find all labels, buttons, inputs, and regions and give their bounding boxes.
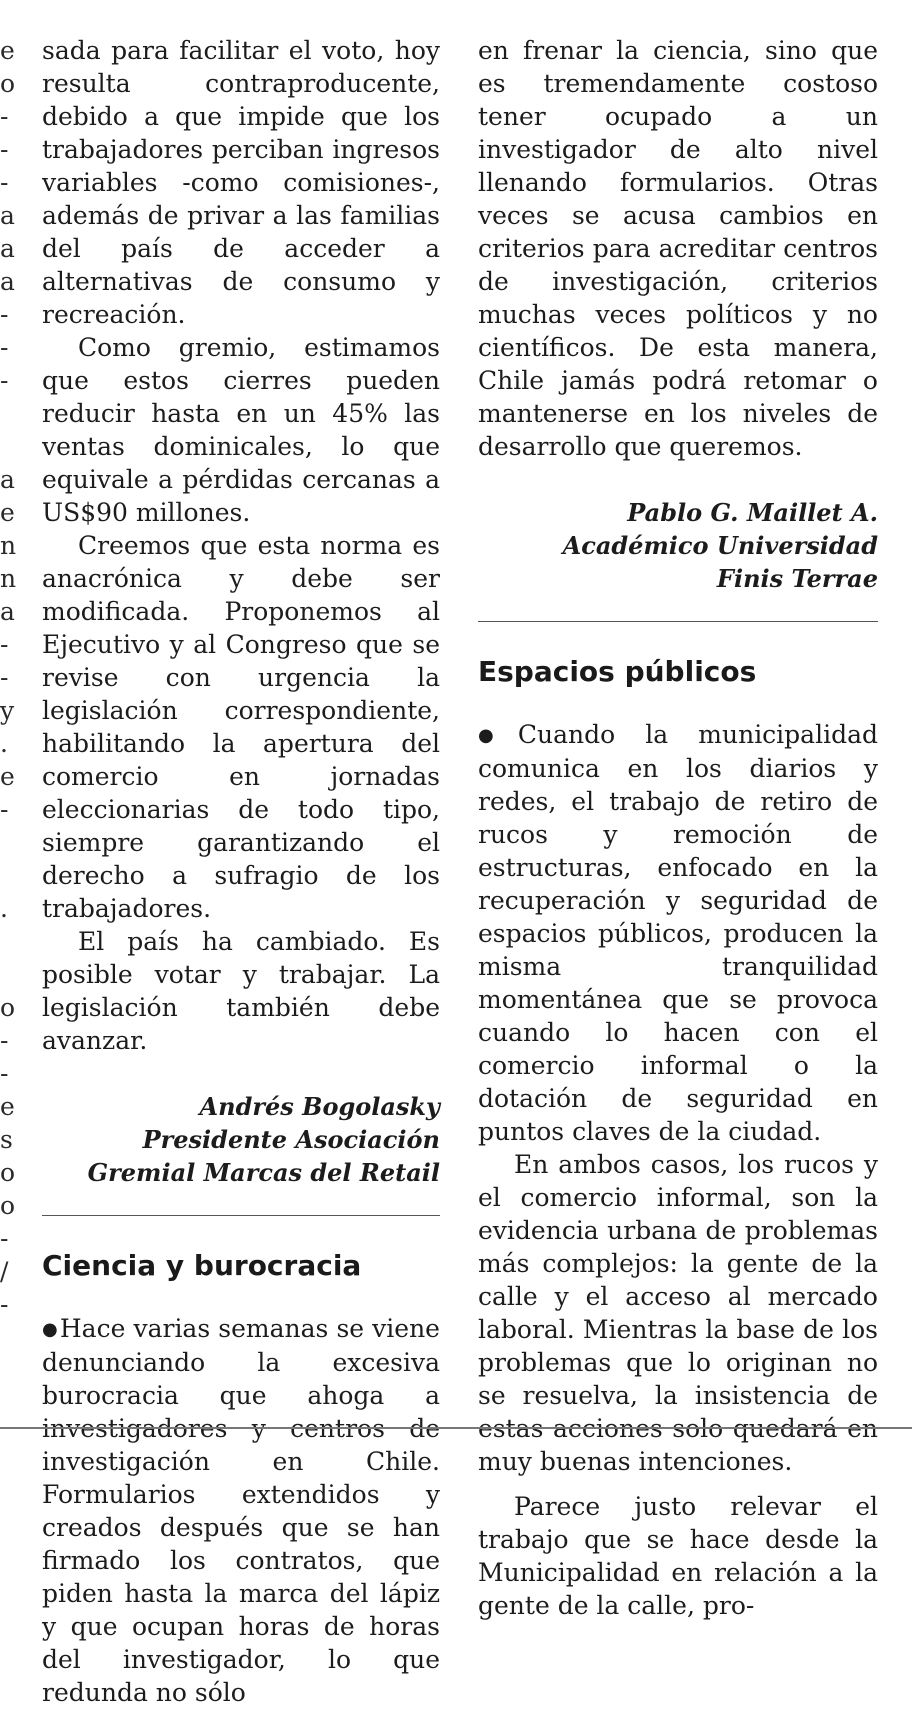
edge-fragment: o	[0, 993, 16, 1022]
page-bottom-border	[0, 1427, 912, 1429]
left-paragraph-1: sada para facilitar el voto, hoy resulta contraproducente, debido a que impide que los trabajadores perciban ingresos variables -como comisiones-, además de privar a las familias del país de acceder a alternativas de consumo y recreación.	[42, 36, 440, 329]
edge-fragment: -	[0, 1059, 9, 1088]
left-paragraph-3: Creemos que esta norma es anacrónica y debe ser modificada. Proponemos al Ejecutivo y al Congreso que se revise con urgencia la legislación correspondiente, habilitando la apertura del comercio en jornadas eleccionarias de todo tipo, siempre garantizando el derecho a sufragio de los trabajadores.	[42, 531, 440, 923]
edge-fragment: -	[0, 1290, 9, 1319]
edge-fragment: a	[0, 597, 15, 626]
edge-fragment: /	[0, 1257, 9, 1286]
edge-fragment: -	[0, 300, 9, 329]
edge-fragment: .	[0, 729, 8, 758]
edge-fragment: -	[0, 366, 9, 395]
edge-fragment: -	[0, 663, 9, 692]
left-paragraph-4: El país ha cambiado. Es posible votar y trabajar. La legislación también debe avanzar.	[42, 927, 440, 1055]
edge-fragment: y	[0, 696, 15, 725]
edge-fragment: a	[0, 201, 15, 230]
letter-paragraph: ● Hace varias semanas se viene denunciando la excesiva burocracia que ahoga a investigadores y centros de investigación en Chile. Formularios extendidos y creados después que se han firmado los contratos, que piden hasta la marca del lápiz y que ocupan horas de horas del investigador, lo que redunda no sólo	[42, 1312, 440, 1709]
edge-fragment: e	[0, 36, 15, 65]
signature-name: Pablo G. Maillet A.	[627, 498, 878, 527]
edge-fragment: -	[0, 102, 9, 131]
letter-paragraph: En ambos casos, los rucos y el comercio informal, son la evidencia urbana de problemas más complejos: la gente de la calle y el acceso al mercado laboral. Mientras la base de los problemas que lo originan no se resuelva, la insistencia de estas acciones solo quedará en muy buenas intenciones.	[478, 1150, 878, 1476]
edge-fragment: n	[0, 564, 17, 593]
edge-fragment: -	[0, 168, 9, 197]
edge-fragment: o	[0, 1158, 16, 1187]
right-continuation-paragraph: en frenar la ciencia, sino que es tremendamente costoso tener ocupado a un investigador de alto nivel llenando formularios. Otras veces se acusa cambios en criterios para acreditar centros de investigación, criterios muchas veces políticos y no científicos. De esta manera, Chile jamás podrá retomar o mantenerse en los niveles de desarrollo que queremos.	[478, 36, 878, 461]
edge-fragment: e	[0, 498, 15, 527]
edge-fragment: -	[0, 1224, 9, 1253]
edge-fragment: a	[0, 267, 15, 296]
left-column	[42, 34, 440, 1709]
letter-paragraph: Parece justo relevar el trabajo que se hace desde la Municipalidad en relación a la gente de la calle, pro-	[478, 1492, 878, 1620]
signature-organization: Gremial Marcas del Retail	[87, 1158, 440, 1187]
edge-fragment: -	[0, 1026, 9, 1055]
edge-fragment: e	[0, 762, 15, 791]
edge-fragment: a	[0, 234, 15, 263]
edge-fragment: .	[0, 894, 8, 923]
edge-fragment: -	[0, 333, 9, 362]
signature-organization: Finis Terrae	[716, 564, 878, 593]
signature-title: Académico Universidad	[562, 531, 878, 560]
edge-fragment: -	[0, 135, 9, 164]
edge-fragment: -	[0, 795, 9, 824]
edge-fragment: -	[0, 630, 9, 659]
letter-paragraph: ● Cuando la municipalidad comunica en los diarios y redes, el trabajo de retiro de rucos y remoción de estructuras, enfocado en la recuperación y seguridad de espacios públicos, producen la misma tranquilidad momentánea que se provoca cuando lo hacen con el comercio informal o la dotación de seguridad en puntos claves de la ciudad.	[478, 718, 878, 1148]
edge-fragment: s	[0, 1125, 13, 1154]
edge-fragment: n	[0, 531, 17, 560]
signature-title: Presidente Asociación	[142, 1125, 440, 1154]
edge-fragment: o	[0, 69, 16, 98]
section-heading: Ciencia y burocracia	[42, 1249, 362, 1282]
edge-fragment: o	[0, 1191, 16, 1220]
signature-name: Andrés Bogolasky	[199, 1092, 440, 1121]
left-paragraph-2: Como gremio, estimamos que estos cierres pueden reducir hasta en un 45% las ventas dominicales, lo que equivale a pérdidas cercanas a US$90 millones.	[42, 333, 440, 527]
section-heading: Espacios públicos	[478, 655, 757, 688]
cut-off-previous-column	[0, 0, 22, 1420]
edge-fragment: a	[0, 465, 15, 494]
right-column	[478, 34, 878, 1622]
edge-fragment: e	[0, 1092, 15, 1121]
